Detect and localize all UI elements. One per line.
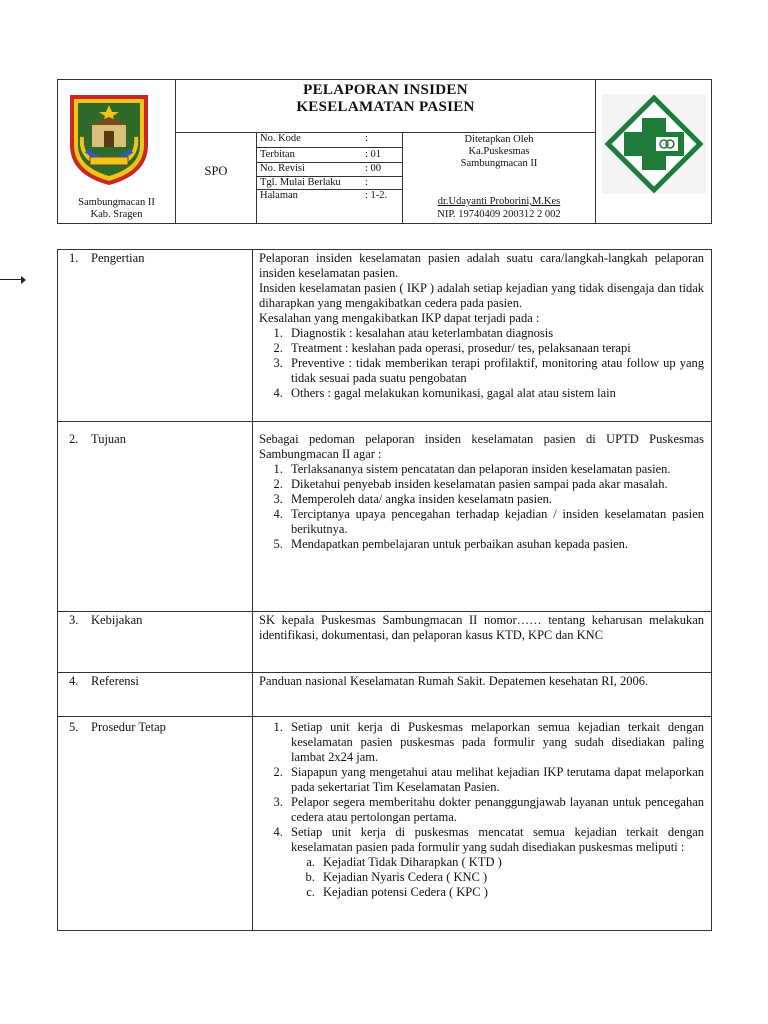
list-item: 1. Setiap unit kerja di Puskesmas melaporkan semua kejadian terkait dengan keselamatan pasien puskesmas pada formulir yang sudah disediakan paling lambat 2x24 jam. <box>286 720 704 765</box>
section-content-kebijakan <box>259 613 704 643</box>
signatory-nip: NIP. 19740409 200312 2 002 <box>437 209 561 220</box>
sub-list-item: a. Kejadiat Tidak Diharapkan ( KTD ) <box>318 855 704 870</box>
list-item: 4. Terciptanya upaya pencegahan terhadap kejadian / insiden keselamatan pasien berikutnya. <box>286 507 704 537</box>
doc-type-label: SPO <box>204 164 228 178</box>
paragraph: Sebagai pedoman pelaporan insiden keselamatan pasien di UPTD Puskesmas Sambungmacan II agar : <box>259 432 704 461</box>
list-item: 4. Others : gagal melakukan komunikasi, gagal alat atau sistem lain <box>286 386 704 401</box>
section-label-referensi: 4. Referensi <box>69 674 139 688</box>
title-line1: PELAPORAN INSIDEN <box>303 82 468 98</box>
meta-value: : 01 <box>365 149 382 160</box>
meta-value: : 00 <box>365 163 382 174</box>
signatory-name: dr.Udayanti Proborini,M.Kes <box>437 196 561 207</box>
sub-list-item: c. Kejadian potensi Cedera ( KPC ) <box>318 885 704 900</box>
meta-row-kode <box>258 133 402 145</box>
meta-value: : 1-2. <box>365 190 388 201</box>
meta-key: Halaman <box>260 190 298 201</box>
list-item: 4. Setiap unit kerja di puskesmas mencatat semua kejadian terkait dengan keselamatan pasien pada formulir yang sudah disediakan puskesmas meliputi : a. Kejadiat Tidak Diharapkan ( KTD ) b. Kejadian Nyaris Cedera ( KNC ) c. Kejadian potensi Cedera ( KPC ) <box>286 825 704 900</box>
list-item: 3. Pelapor segera memberitahu dokter penanggungjawab layanan untuk pencegahan cedera atau pertolongan pertama. <box>286 795 704 825</box>
paragraph: Kesalahan yang mengakibatkan IKP dapat terjadi pada : <box>259 311 540 325</box>
regency-emblem-icon <box>68 93 150 185</box>
puskesmas-logo-icon <box>602 94 706 194</box>
document-header <box>57 79 712 224</box>
procedure-table <box>57 249 712 931</box>
meta-row-tgl-berlaku <box>258 177 402 189</box>
section-label-kebijakan: 3. Kebijakan <box>69 613 143 627</box>
margin-arrow-icon <box>21 276 26 284</box>
list-item: 1. Terlaksananya sistem pencatatan dan pelaporan insiden keselamatan pasien. <box>286 462 704 477</box>
section-content-referensi <box>259 674 704 689</box>
meta-row-terbitan <box>258 149 402 161</box>
document-title <box>176 82 595 116</box>
section-label-prosedur-tetap: 5. Prosedur Tetap <box>69 720 166 734</box>
section-content-tujuan <box>259 432 704 552</box>
paragraph: Pelaporan insiden keselamatan pasien adalah suatu cara/langkah-langkah pelaporan insiden keselamatan pasien. <box>259 251 704 280</box>
meta-key: No. Revisi <box>260 163 305 174</box>
meta-key: Terbitan <box>260 149 295 160</box>
list-item: 3. Memperoleh data/ angka insiden keselamatn pasien. <box>286 492 704 507</box>
section-content-prosedur-tetap <box>259 720 704 900</box>
approval-line3: Sambungmacan II <box>460 158 538 169</box>
meta-key: No. Kode <box>260 133 301 144</box>
meta-row-revisi <box>258 163 402 175</box>
section-content-pengertian <box>259 251 704 401</box>
list-item: 3. Preventive : tidak memberikan terapi profilaktif, monitoring atau follow up yang tidak sesuai pada suatu pengobatan <box>286 356 704 386</box>
list-item: 2. Diketahui penyebab insiden keselamatan pasien sampai pada akar masalah. <box>286 477 704 492</box>
approval-line2: Ka.Puskesmas <box>468 146 530 157</box>
region-caption-line2: Kab. Sragen <box>90 209 143 220</box>
list-item: 1. Diagnostik : kesalahan atau keterlambatan diagnosis <box>286 326 704 341</box>
section-label-tujuan: 2. Tujuan <box>69 432 126 446</box>
paragraph: Insiden keselamatan pasien ( IKP ) adalah setiap kejadian yang tidak disengaja dan tidak diharapkan yang mengakibatkan cedera pada pasien. <box>259 281 704 310</box>
sub-list-item: b. Kejadian Nyaris Cedera ( KNC ) <box>318 870 704 885</box>
title-line2: KESELAMATAN PASIEN <box>296 99 475 115</box>
meta-value: : <box>365 133 368 144</box>
paragraph: Panduan nasional Keselamatan Rumah Sakit. Depatemen kesehatan RI, 2006. <box>259 674 649 688</box>
list-item: 5. Mendapatkan pembelajaran untuk perbaikan asuhan kepada pasien. <box>286 537 704 552</box>
list-item: 2. Treatment : keslahan pada operasi, prosedur/ tes, pelaksanaan terapi <box>286 341 704 356</box>
meta-value: : <box>365 177 368 188</box>
section-label-pengertian: 1. Pengertian <box>69 251 145 265</box>
meta-row-halaman <box>258 190 402 202</box>
paragraph: SK kepala Puskesmas Sambungmacan II nomor…… tentang keharusan melakukan identifikasi, dokumentasi, dan pelaporan kasus KTD, KPC dan KNC <box>259 613 704 642</box>
meta-key: Tgl. Mulai Berlaku <box>260 177 341 188</box>
region-caption-line1: Sambungmacan II <box>78 197 155 208</box>
list-item: 2. Siapapun yang mengetahui atau melihat kejadian IKP terutama dapat melaporkan pada sekertariat Tim Keselamatan Pasien. <box>286 765 704 795</box>
approval-line1: Ditetapkan Oleh <box>464 134 534 145</box>
